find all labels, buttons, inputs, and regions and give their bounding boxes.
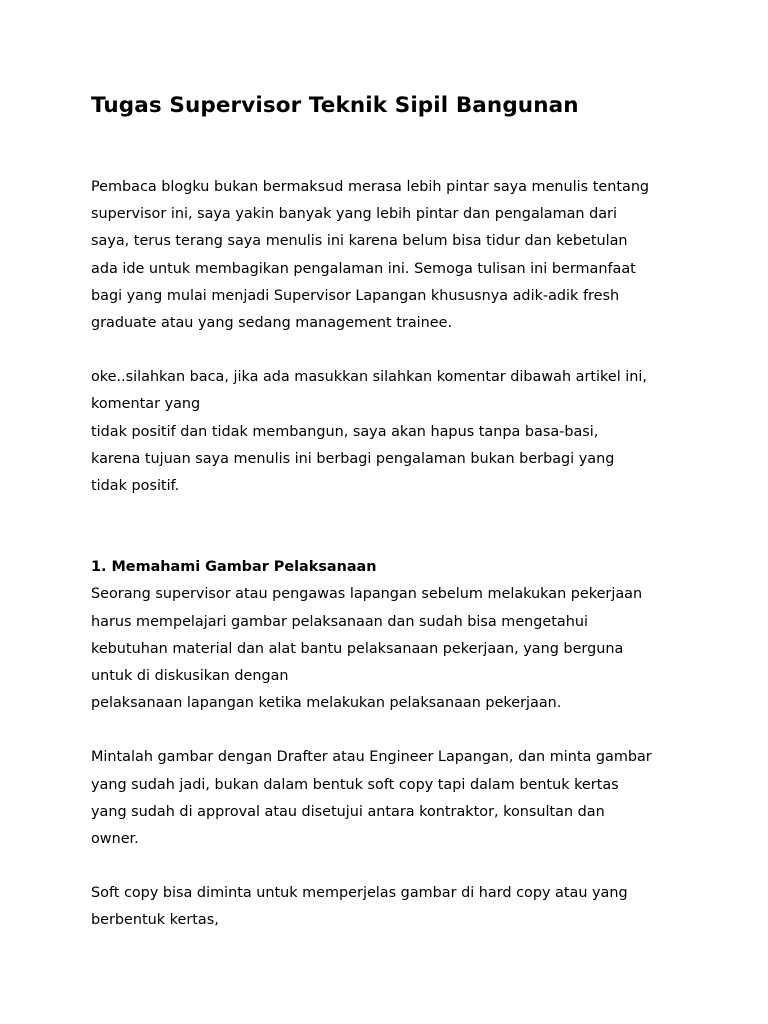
text-line: kebutuhan material dan alat bantu pelaksanaan pekerjaan, yang berguna	[91, 640, 624, 657]
text-line: graduate atau yang sedang management trainee.	[91, 315, 453, 332]
section-1-paragraph-3	[91, 880, 680, 934]
text-line: tidak positif.	[91, 478, 180, 495]
text-line: ada ide untuk membagikan pengalaman ini. Semoga tulisan ini bermanfaat	[91, 260, 636, 277]
text-line: Pembaca blogku bukan bermaksud merasa lebih pintar saya menulis tentang	[91, 179, 650, 195]
text-line: saya, terus terang saya menulis ini karena belum bisa tidur dan kebetulan	[91, 233, 628, 250]
page-title: Tugas Supervisor Teknik Sipil Bangunan	[91, 93, 579, 118]
text-line: bagi yang mulai menjadi Supervisor Lapangan khususnya adik-adik fresh	[91, 287, 620, 304]
text-line: tidak positif dan tidak membangun, saya akan hapus tanpa basa-basi,	[91, 423, 599, 440]
text-line: karena tujuan saya menulis ini berbagi pengalaman bukan berbagi yang	[91, 450, 615, 467]
text-line: untuk di diskusikan dengan	[91, 668, 289, 685]
text-line: harus mempelajari gambar pelaksanaan dan sudah bisa mengetahui	[91, 613, 588, 630]
text-line: pelaksanaan lapangan ketika melakukan pelaksanaan pekerjaan.	[91, 695, 562, 712]
text-line: komentar yang	[91, 396, 201, 413]
section-1	[91, 554, 680, 717]
text-line: yang sudah jadi, bukan dalam bentuk soft copy tapi dalam bentuk kertas	[91, 776, 619, 793]
text-line: berbentuk kertas,	[91, 912, 219, 929]
text-line: Mintalah gambar dengan Drafter atau Engineer Lapangan, dan minta gambar	[91, 749, 652, 766]
second-paragraph	[91, 364, 680, 500]
text-line: yang sudah di approval atau disetujui antara kontraktor, konsultan dan	[91, 803, 605, 820]
section-1-paragraph-2	[91, 744, 680, 853]
section-heading: 1. Memahami Gambar Pelaksanaan	[91, 559, 377, 576]
text-line: supervisor ini, saya yakin banyak yang lebih pintar dan pengalaman dari	[91, 206, 617, 223]
text-line: oke..silahkan baca, jika ada masukkan silahkan komentar dibawah artikel ini,	[91, 369, 647, 386]
text-line: Seorang supervisor atau pengawas lapangan sebelum melakukan pekerjaan	[91, 586, 643, 603]
intro-paragraph	[91, 174, 680, 337]
text-line: owner.	[91, 831, 139, 848]
text-line: Soft copy bisa diminta untuk memperjelas gambar di hard copy atau yang	[91, 885, 628, 902]
